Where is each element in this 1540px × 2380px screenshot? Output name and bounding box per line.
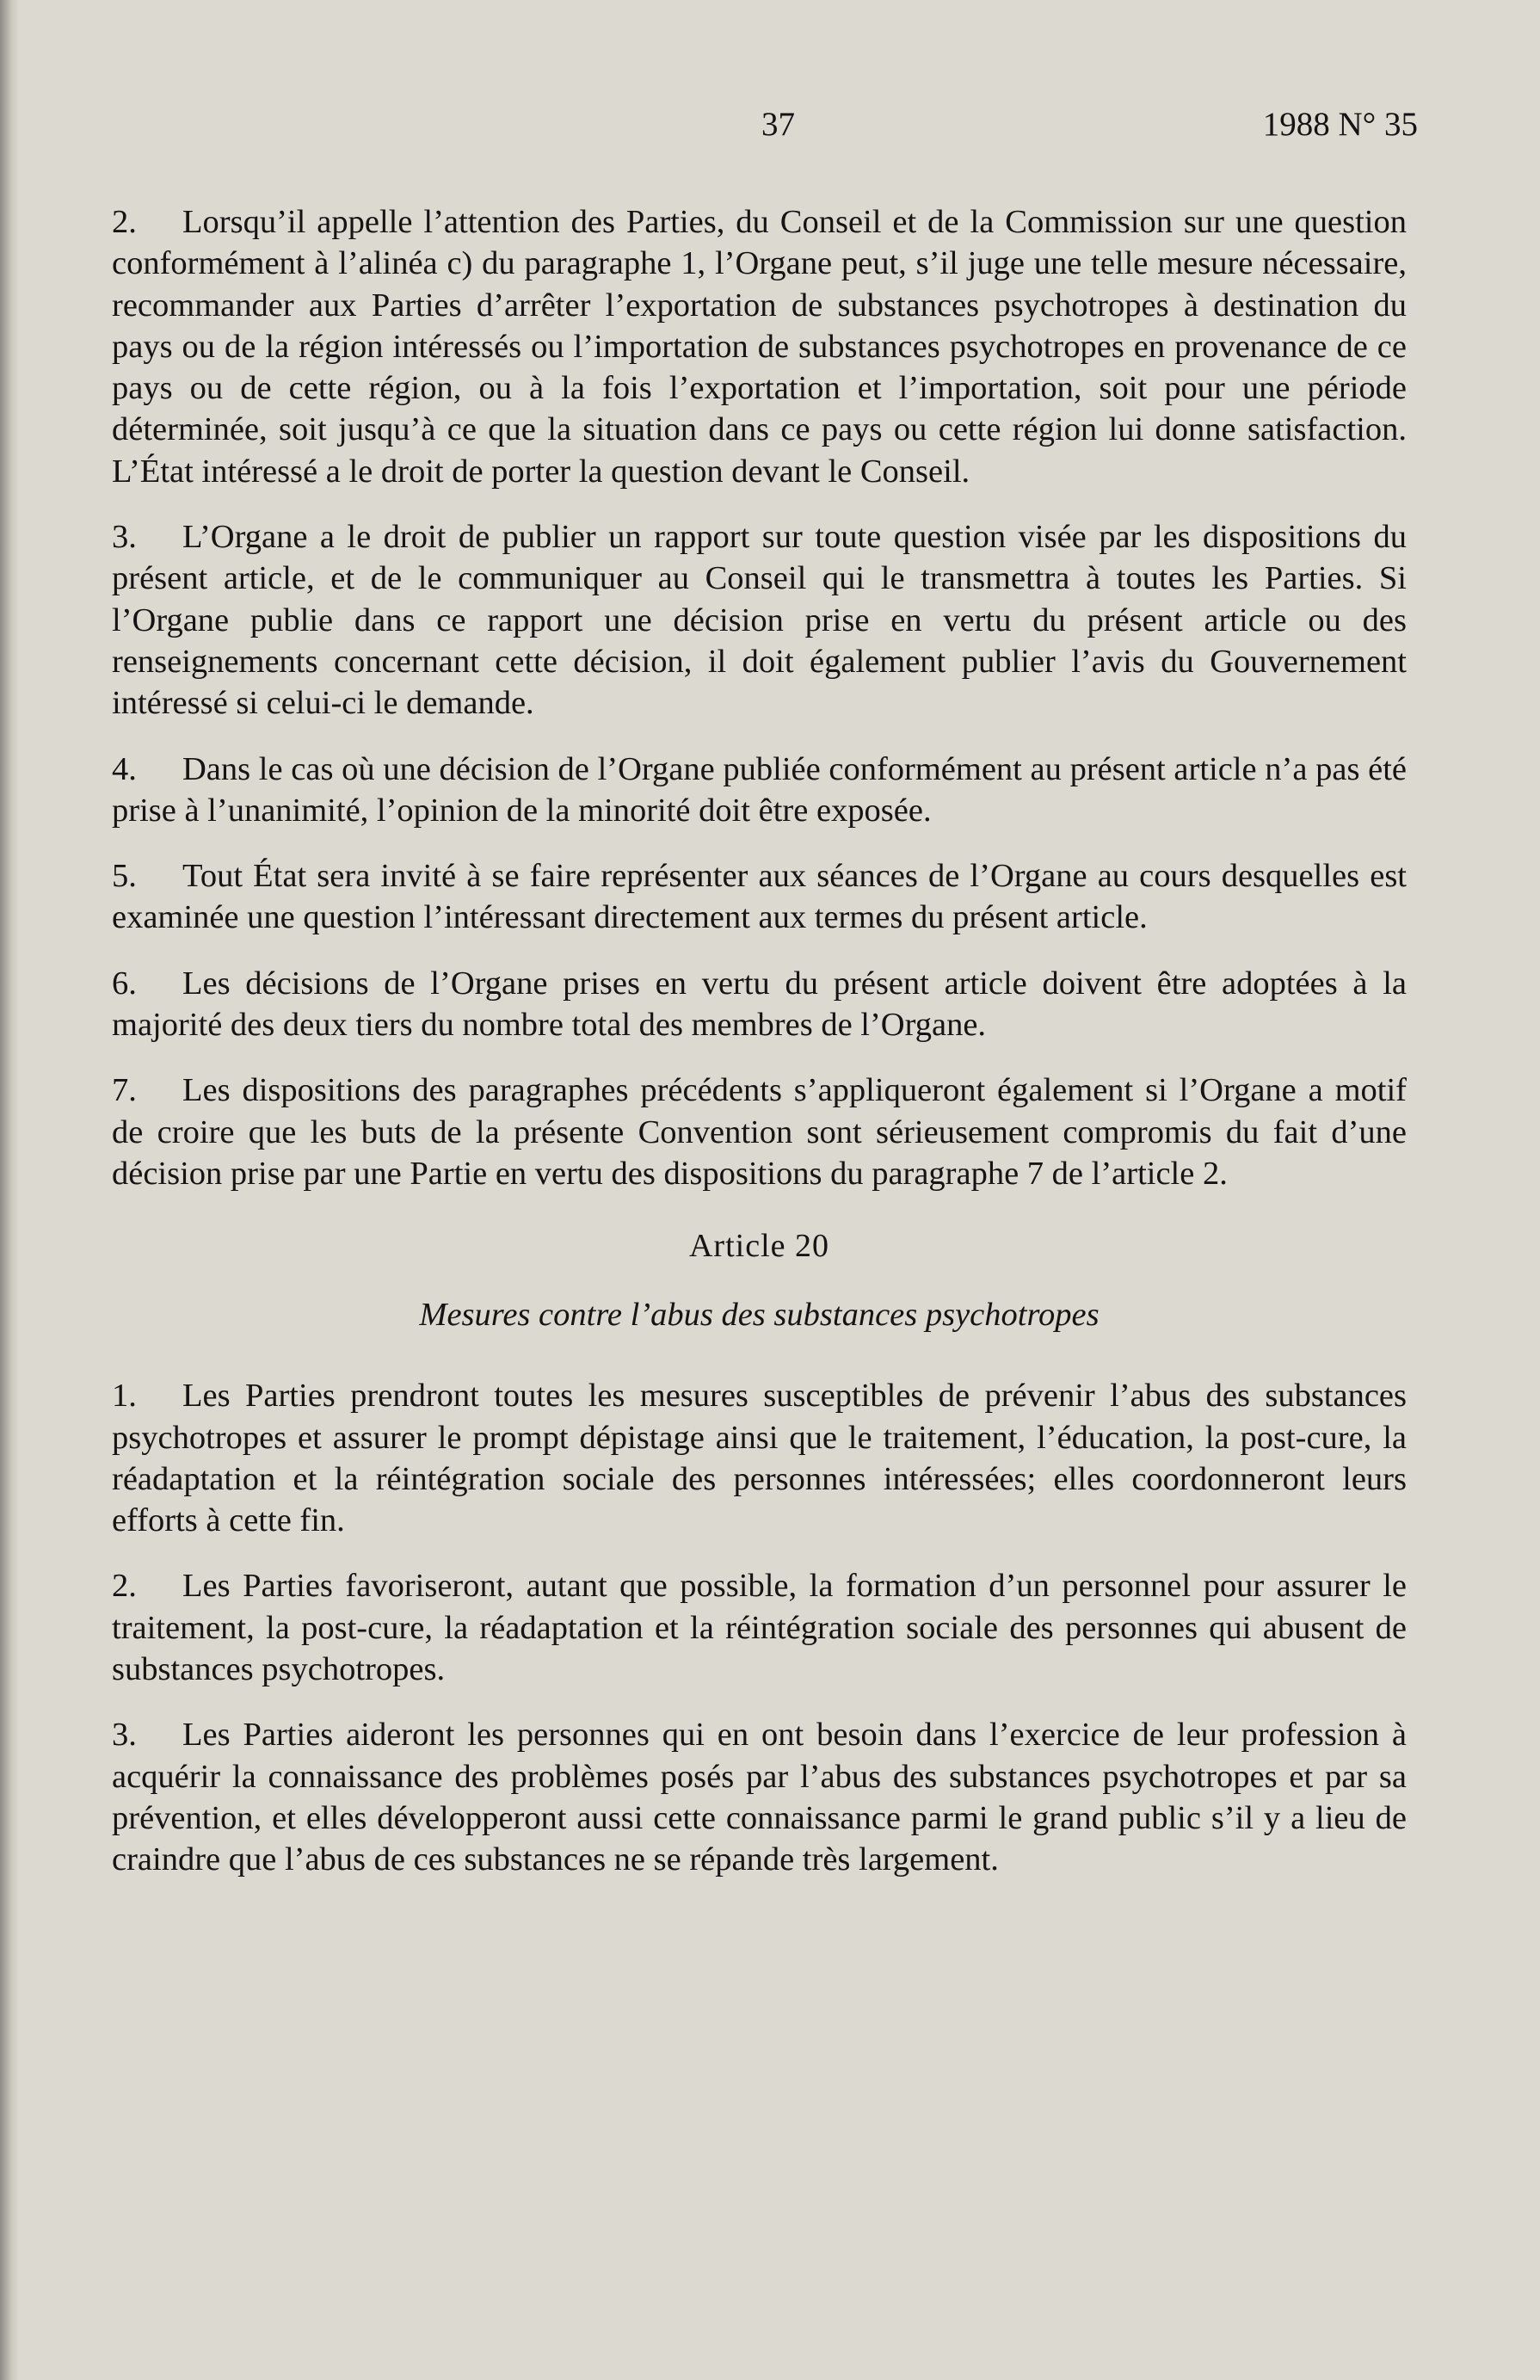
paragraph-text: Les Parties favoriseront, autant que possible, la formation d’un personnel pour assurer le traitement, la post-cure, la réadaptation et la réintégration sociale des personnes qui abusent de substances psychotropes. [112, 1568, 1407, 1688]
article-paragraph-1 [112, 1375, 1407, 1541]
page-header [0, 105, 1540, 148]
article-subheading: Mesures contre l’abus des substances psychotropes [419, 1297, 1100, 1334]
paragraph-4 [112, 749, 1407, 832]
paragraph-number: 5. [112, 858, 137, 895]
paragraph-text: L’Organe a le droit de publier un rapport sur toute question visée par les dispositions du présent article, et de le communiquer au Conseil qui le transmettra à toutes les Parties. Si l’Organe publie dans ce rapport une décision prise en vertu du présent article ou des renseignements concernant cette décision, il doit également publier l’avis du Gouvernement intéressé si celui-ci le demande. [112, 519, 1407, 722]
paragraph-number: 1. [112, 1378, 137, 1415]
paragraph-text: Les dispositions des paragraphes précédents s’appliqueront également si l’Organe a motif de croire que les buts de la présente Convention sont sérieusement compromis du fait d’une décision prise par une Partie en vertu des dispositions du paragraphe 7 de l’article 2. [112, 1072, 1407, 1192]
running-head: 1988 N° 35 [1262, 106, 1418, 143]
paragraph-3 [112, 516, 1407, 724]
article-heading: Article 20 [688, 1228, 829, 1265]
page-number: 37 [761, 106, 795, 143]
paragraph-5 [112, 855, 1407, 939]
article-paragraph-2 [112, 1565, 1407, 1690]
paragraph-number: 6. [112, 965, 137, 1002]
paragraph-6 [112, 963, 1407, 1046]
paragraph-number: 4. [112, 750, 137, 787]
paragraph-2 [112, 201, 1407, 492]
article-paragraph-3 [112, 1714, 1407, 1880]
paragraph-7 [112, 1070, 1407, 1194]
paragraph-number: 3. [112, 519, 137, 556]
paragraph-text: Dans le cas où une décision de l’Organe publiée conformément au présent article n’a pas été prise à l’unanimité, l’opinion de la minorité doit être exposée. [112, 750, 1407, 829]
page-body [112, 201, 1407, 1905]
paragraph-text: Lorsqu’il appelle l’attention des Parties, du Conseil et de la Commission sur une question conformément à l’alinéa c) du paragraphe 1, l’Organe peut, s’il juge une telle mesure nécessaire, recommander aux Parties d’arrêter l’exportation de substances psychotropes à destination du pays ou de la région intéressés ou l’importation de substances psychotropes en provenance de ce pays ou de cette région, ou à la fois l’exportation et l’importation, soit pour une période déterminée, soit jusqu’à ce que la situation dans ce pays ou cette région lui donne satisfaction. L’État intéressé a le droit de porter la question devant le Conseil. [112, 204, 1407, 490]
page-edge-shadow [0, 0, 19, 2380]
paragraph-text: Tout État sera invité à se faire représenter aux séances de l’Organe au cours desquelles est examinée une question l’intéressant directement aux termes du présent article. [112, 858, 1407, 936]
paragraph-text: Les Parties prendront toutes les mesures susceptibles de prévenir l’abus des substances psychotropes et assurer le prompt dépistage ainsi que le traitement, l’éducation, la post-cure, la réadaptation et la réintégration sociale des personnes intéressées; elles coordonneront leurs efforts à cette fin. [112, 1378, 1407, 1539]
paragraph-number: 2. [112, 204, 137, 240]
paragraph-number: 7. [112, 1072, 137, 1109]
paragraph-number: 2. [112, 1568, 137, 1605]
paragraph-text: Les décisions de l’Organe prises en vertu du présent article doivent être adoptées à la majorité des deux tiers du nombre total des membres de l’Organe. [112, 965, 1407, 1044]
paragraph-number: 3. [112, 1717, 137, 1754]
paragraph-text: Les Parties aideront les personnes qui en ont besoin dans l’exercice de leur profession à acquérir la connaissance des problèmes posés par l’abus des substances psychotropes et par sa prévention, et elles développeront aussi cette connaissance parmi le grand public s’il y a lieu de craindre que l’abus de ces substances ne se répande très largement. [112, 1717, 1407, 1878]
